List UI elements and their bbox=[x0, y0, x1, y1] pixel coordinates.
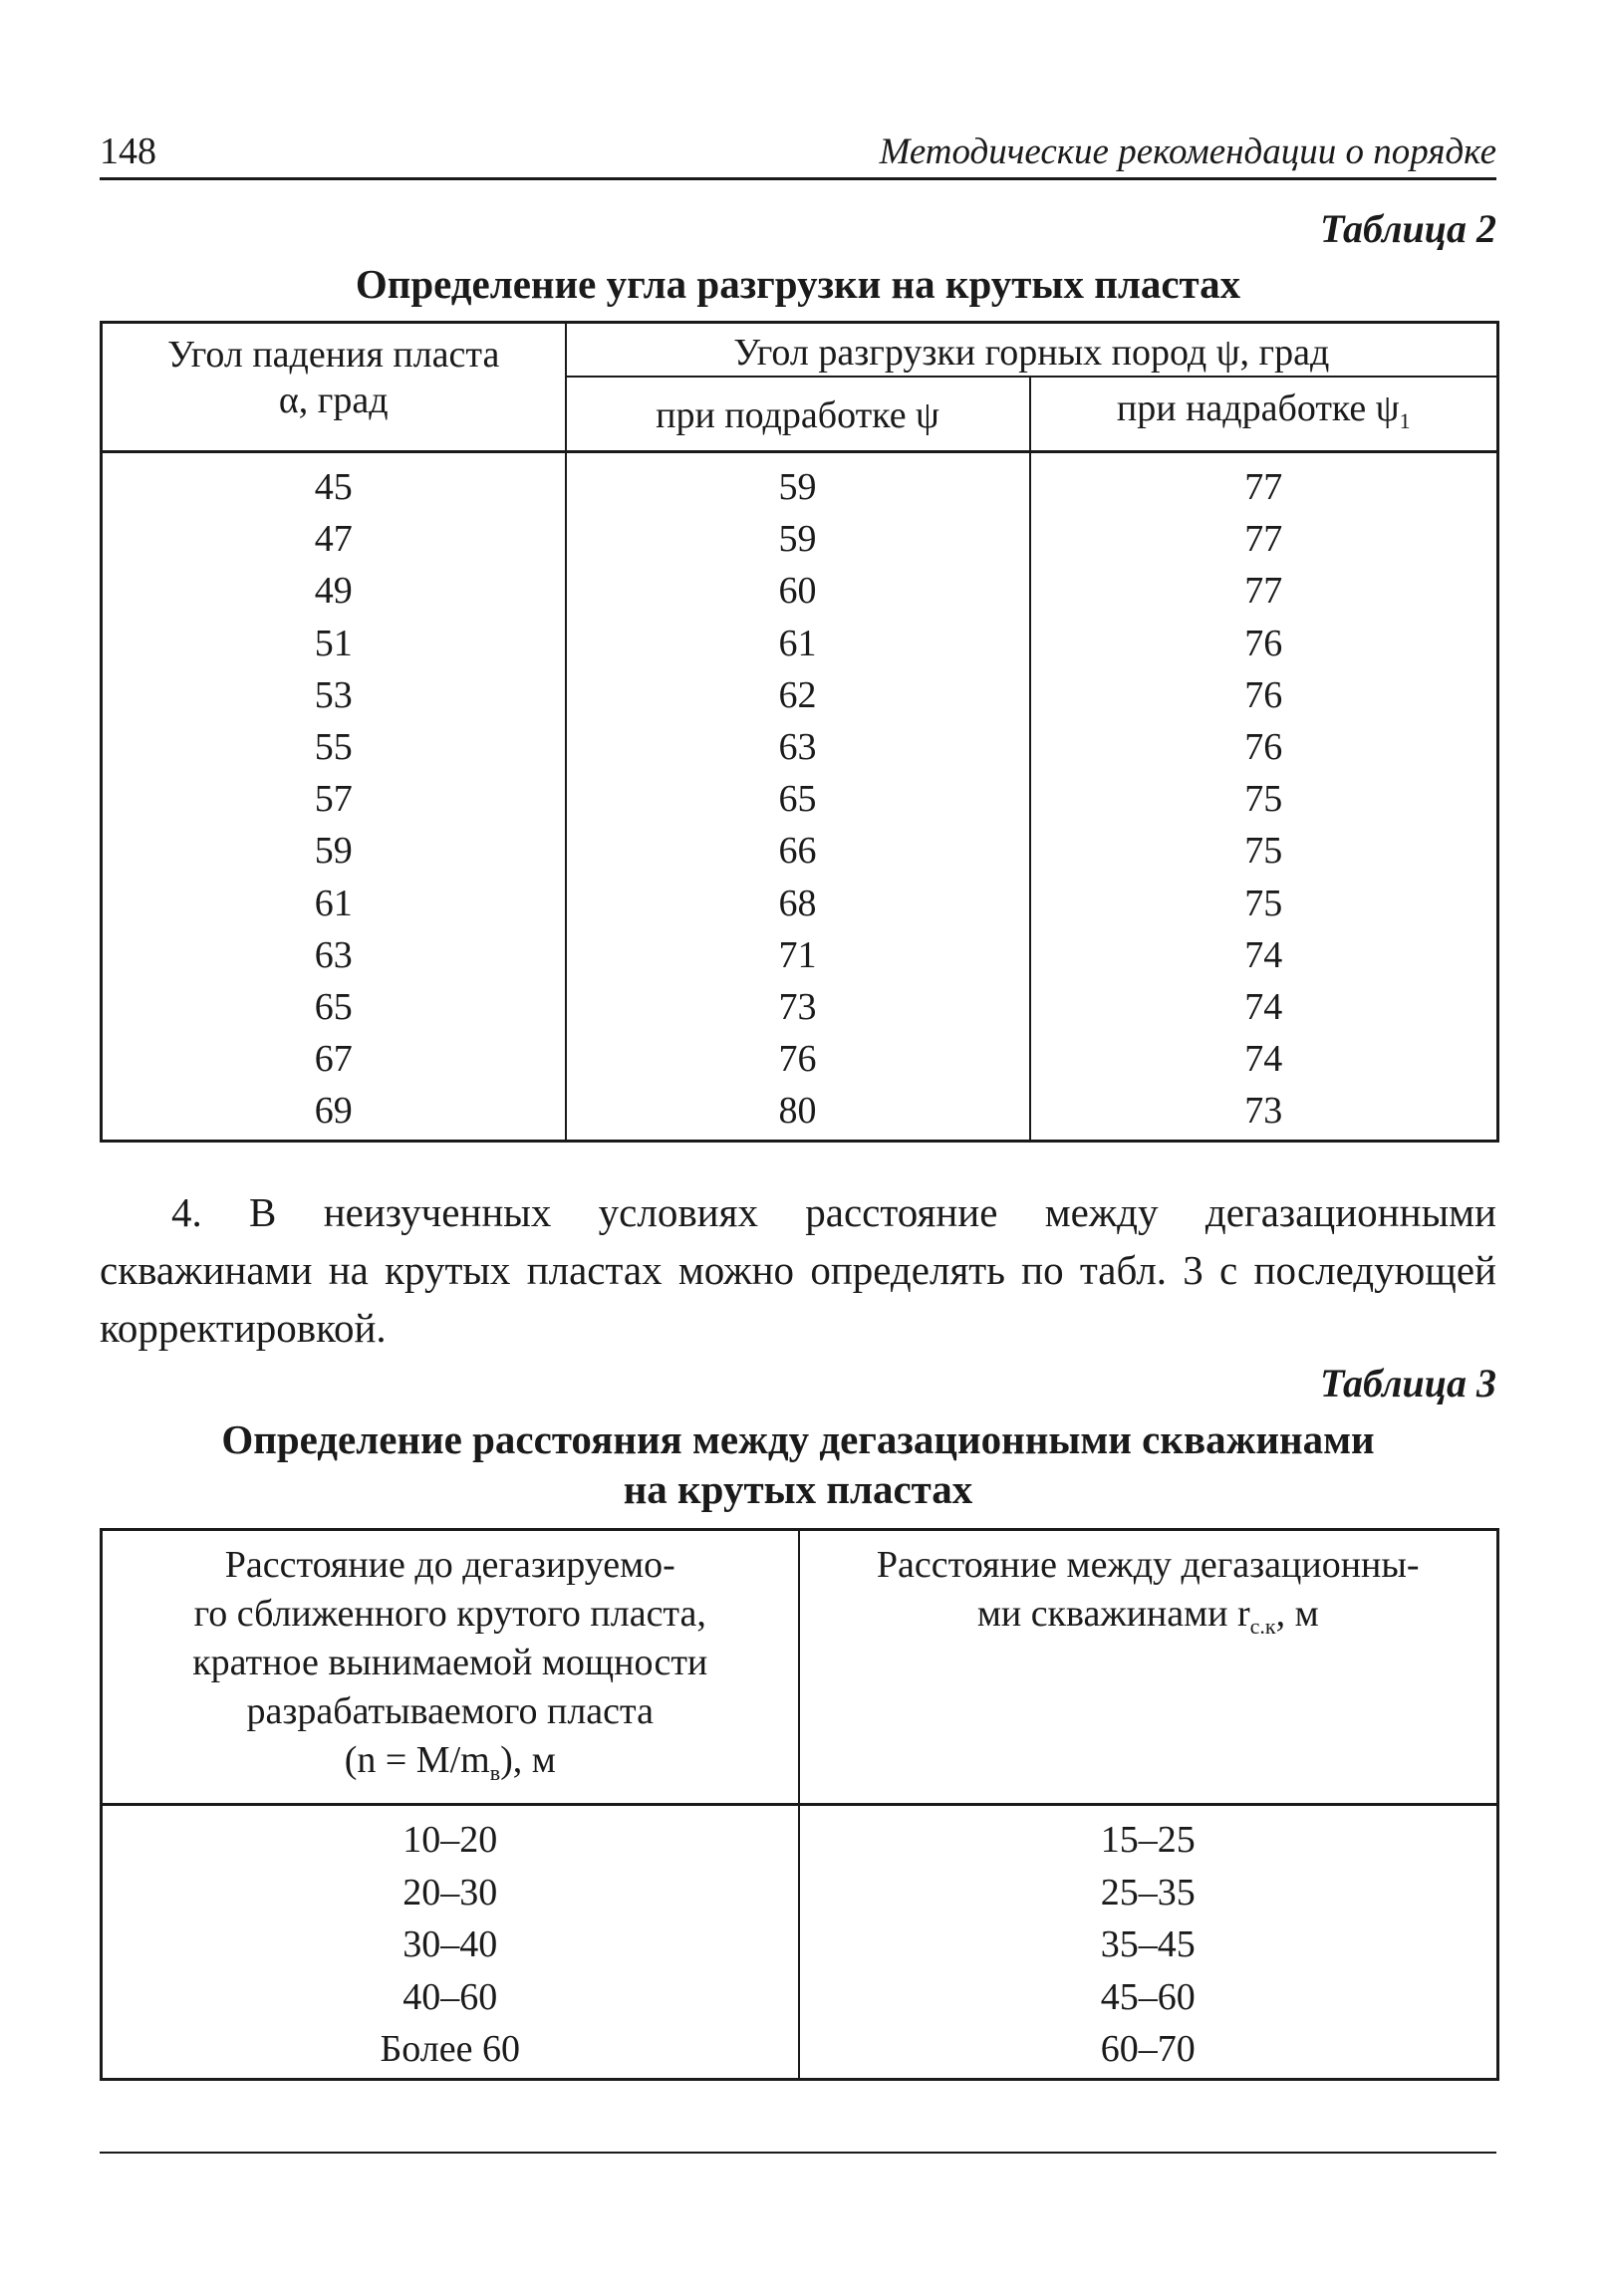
table-cell: 74 bbox=[1030, 1033, 1498, 1085]
table-cell: 76 bbox=[1030, 618, 1498, 669]
col2-suffix: , м bbox=[1275, 1593, 1319, 1635]
table2 bbox=[100, 321, 1499, 1143]
table-cell: 51 bbox=[102, 618, 566, 669]
body-paragraph: 4. В неизученных условиях расстояние между дегазационными скважинами на крутых пластах можно определять по табл. 3 с последующей корректировкой. bbox=[100, 1189, 1496, 1351]
table-row bbox=[102, 1805, 1498, 1867]
table-cell: 20–30 bbox=[102, 1867, 799, 1919]
table-cell: 68 bbox=[566, 878, 1030, 929]
formula-suffix: ), м bbox=[500, 1739, 556, 1781]
col2-prefix: ми скважинами r bbox=[976, 1593, 1250, 1635]
table-row bbox=[102, 1033, 1498, 1085]
table-row bbox=[102, 773, 1498, 825]
table3-col2-header bbox=[799, 1530, 1498, 1805]
table-cell: 67 bbox=[102, 1033, 566, 1085]
table-cell: 57 bbox=[102, 773, 566, 825]
table-cell: 55 bbox=[102, 721, 566, 773]
table-cell: 30–40 bbox=[102, 1918, 799, 1971]
table-cell: 45–60 bbox=[799, 1971, 1498, 2024]
table-cell: 69 bbox=[102, 1085, 566, 1141]
table3-col1-header bbox=[102, 1530, 799, 1805]
table-cell: 62 bbox=[566, 669, 1030, 721]
table-row bbox=[102, 825, 1498, 877]
table-cell: 66 bbox=[566, 825, 1030, 877]
formula-subscript: в bbox=[489, 1760, 501, 1785]
table-cell: 80 bbox=[566, 1085, 1030, 1141]
table-cell: 15–25 bbox=[799, 1805, 1498, 1867]
table-cell: 71 bbox=[566, 929, 1030, 981]
table-cell: 74 bbox=[1030, 929, 1498, 981]
table-cell: 25–35 bbox=[799, 1867, 1498, 1919]
table-cell: 40–60 bbox=[102, 1971, 799, 2024]
table-cell: 73 bbox=[1030, 1085, 1498, 1141]
table-row bbox=[102, 1918, 1498, 1971]
formula-prefix: (n = M/m bbox=[344, 1739, 490, 1781]
page-header bbox=[100, 129, 1496, 180]
table3-label: Таблица 3 bbox=[1320, 1361, 1496, 1405]
table2-group-header: Угол разгрузки горных пород ψ, град bbox=[566, 323, 1498, 378]
table-row bbox=[102, 1867, 1498, 1919]
col1-header-line: кратное вынимаемой мощности bbox=[192, 1642, 708, 1683]
table-cell: 45 bbox=[102, 452, 566, 514]
table-cell: Более 60 bbox=[102, 2023, 799, 2079]
table-row bbox=[102, 929, 1498, 981]
table-cell: 59 bbox=[566, 513, 1030, 565]
table-row bbox=[102, 981, 1498, 1033]
table-cell: 65 bbox=[102, 981, 566, 1033]
table3 bbox=[100, 1528, 1499, 2081]
col1-header-line2: α, град bbox=[278, 380, 389, 421]
page bbox=[100, 0, 1496, 2296]
table-cell: 60 bbox=[566, 565, 1030, 617]
table-row bbox=[102, 721, 1498, 773]
table3-title bbox=[100, 1414, 1496, 1514]
table-row bbox=[102, 1085, 1498, 1141]
table2-title: Определение угла разгрузки на крутых пластах bbox=[355, 261, 1241, 307]
col2-header-line1: Расстояние между дегазационны- bbox=[876, 1544, 1420, 1586]
table-cell: 47 bbox=[102, 513, 566, 565]
footer-rule bbox=[100, 2152, 1496, 2154]
table-cell: 61 bbox=[566, 618, 1030, 669]
table2-label: Таблица 2 bbox=[1320, 206, 1496, 251]
table-row bbox=[102, 513, 1498, 565]
table-cell: 77 bbox=[1030, 452, 1498, 514]
table-row bbox=[102, 565, 1498, 617]
table-cell: 77 bbox=[1030, 513, 1498, 565]
table-cell: 74 bbox=[1030, 981, 1498, 1033]
col1-header-line: го сближенного крутого пласта, bbox=[193, 1593, 706, 1635]
table-row bbox=[102, 618, 1498, 669]
table-cell: 10–20 bbox=[102, 1805, 799, 1867]
table-cell: 63 bbox=[102, 929, 566, 981]
table3-title-line1: Определение расстояния между дегазационными скважинами bbox=[221, 1416, 1375, 1462]
table-cell: 75 bbox=[1030, 878, 1498, 929]
table-cell: 63 bbox=[566, 721, 1030, 773]
table-cell: 77 bbox=[1030, 565, 1498, 617]
subheader-2-index: 1 bbox=[1399, 408, 1411, 433]
col2-subscript: с.к bbox=[1249, 1614, 1276, 1639]
table3-body bbox=[102, 1805, 1498, 2080]
table-cell: 76 bbox=[566, 1033, 1030, 1085]
table-cell: 53 bbox=[102, 669, 566, 721]
table-row bbox=[102, 452, 1498, 514]
table-cell: 49 bbox=[102, 565, 566, 617]
table-cell: 76 bbox=[1030, 721, 1498, 773]
table-cell: 35–45 bbox=[799, 1918, 1498, 1971]
table-row bbox=[102, 1971, 1498, 2024]
table2-subheader-1: при подработке ψ bbox=[566, 377, 1030, 452]
table2-body bbox=[102, 452, 1498, 1142]
table-cell: 60–70 bbox=[799, 2023, 1498, 2079]
running-title: Методические рекомендации о порядке bbox=[879, 131, 1496, 172]
page-number: 148 bbox=[100, 130, 156, 172]
col1-header-line: Расстояние до дегазируемо- bbox=[224, 1544, 675, 1586]
table-cell: 61 bbox=[102, 878, 566, 929]
table2-subheader-2 bbox=[1030, 377, 1498, 452]
col1-header-line1: Угол падения пласта bbox=[167, 334, 500, 376]
table-cell: 76 bbox=[1030, 669, 1498, 721]
col1-header-line: разрабатываемого пласта bbox=[246, 1690, 654, 1732]
table-row bbox=[102, 878, 1498, 929]
table-cell: 59 bbox=[566, 452, 1030, 514]
table-cell: 59 bbox=[102, 825, 566, 877]
table3-title-line2: на крутых пластах bbox=[623, 1466, 973, 1512]
table-cell: 75 bbox=[1030, 825, 1498, 877]
table-cell: 75 bbox=[1030, 773, 1498, 825]
table-cell: 73 bbox=[566, 981, 1030, 1033]
col2-header-line2 bbox=[800, 1590, 1497, 1651]
table-row bbox=[102, 2023, 1498, 2079]
subheader-2-text: при надработке ψ bbox=[1116, 387, 1400, 429]
table2-col1-header bbox=[102, 323, 566, 452]
col1-header-formula bbox=[103, 1736, 798, 1797]
table-row bbox=[102, 669, 1498, 721]
table-cell: 65 bbox=[566, 773, 1030, 825]
